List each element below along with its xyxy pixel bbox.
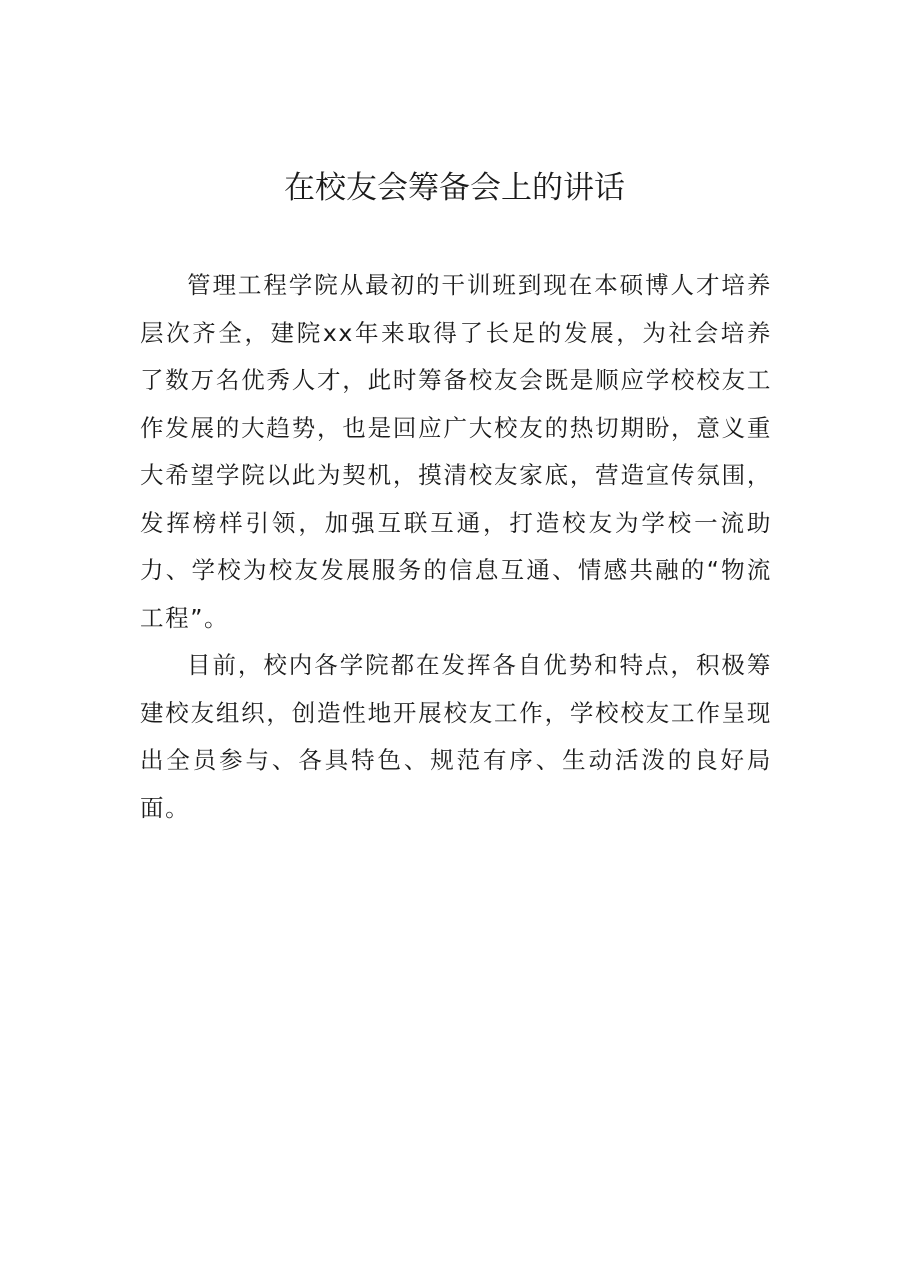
document-body [140,262,772,832]
paragraph-2: 目前，校内各学院都在发挥各自优势和特点，积极筹建校友组织，创造性地开展校友工作，学校校友工作呈现出全员参与、各具特色、规范有序、生动活泼的良好局面。 [140,651,772,822]
paragraph-1: 管理工程学院从最初的干训班到现在本硕博人才培养层次齐全，建院xx年来取得了长足的发展，为社会培养了数万名优秀人才，此时筹备校友会既是顺应学校校友工作发展的大趋势，也是回应广大校友的热切期盼，意义重大希望学院以此为契机，摸清校友家底，营造宣传氛围，发挥榜样引领，加强互联互通，打造校友为学校一流助力、学校为校友发展服务的信息互通、情感共融的“物流工程”。 [140,271,772,632]
document-title: 在校友会筹备会上的讲话 [284,170,625,206]
